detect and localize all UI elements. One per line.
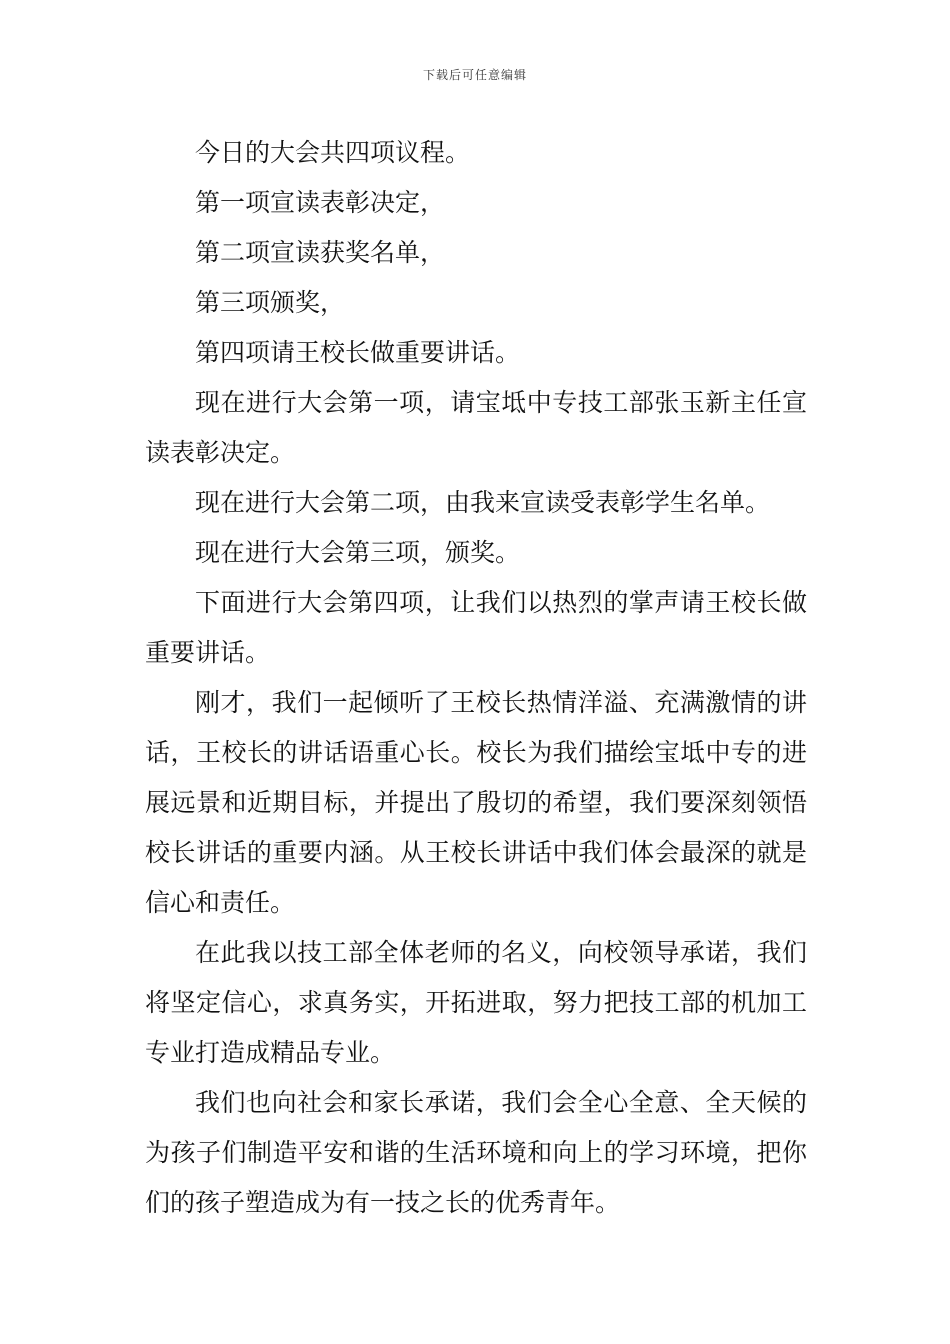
paragraph-society-pledge: 我们也向社会和家长承诺，我们会全心全意、全天候的为孩子们制造平安和谐的生活环境和向上的学习环境，把你们的孩子塑造成为有一技之长的优秀青年。 xyxy=(145,1088,807,1217)
paragraph-item-3-announcement: 现在进行大会第三项，颁奖。 xyxy=(195,538,521,567)
page-header-note: 下载后可任意编辑 xyxy=(422,68,527,82)
paragraph-teacher-pledge: 在此我以技工部全体老师的名义，向校领导承诺，我们将坚定信心，求真务实，开拓进取，努力把技工部的机加工专业打造成精品专业。 xyxy=(145,938,807,1067)
paragraph-item-1-announcement: 现在进行大会第一项，请宝坻中专技工部张玉新主任宣读表彰决定。 xyxy=(145,388,807,467)
paragraph-agenda-intro: 今日的大会共四项议程。 xyxy=(195,138,471,167)
paragraph-item-2-announcement: 现在进行大会第二项，由我来宣读受表彰学生名单。 xyxy=(195,488,771,517)
paragraph-agenda-item-4: 第四项请王校长做重要讲话。 xyxy=(195,338,521,367)
paragraph-agenda-item-2: 第二项宣读获奖名单， xyxy=(195,238,446,267)
paragraph-item-4-announcement: 下面进行大会第四项，让我们以热烈的掌声请王校长做重要讲话。 xyxy=(145,588,807,667)
paragraph-agenda-item-1: 第一项宣读表彰决定， xyxy=(195,188,446,217)
paragraph-speech-summary: 刚才，我们一起倾听了王校长热情洋溢、充满激情的讲话，王校长的讲话语重心长。校长为我们描绘宝坻中专的进展远景和近期目标，并提出了殷切的希望，我们要深刻领悟校长讲话的重要内涵。从王校长讲话中我们体会最深的就是信心和责任。 xyxy=(145,688,807,917)
paragraph-agenda-item-3: 第三项颁奖， xyxy=(195,288,346,317)
document-body xyxy=(145,128,807,1228)
